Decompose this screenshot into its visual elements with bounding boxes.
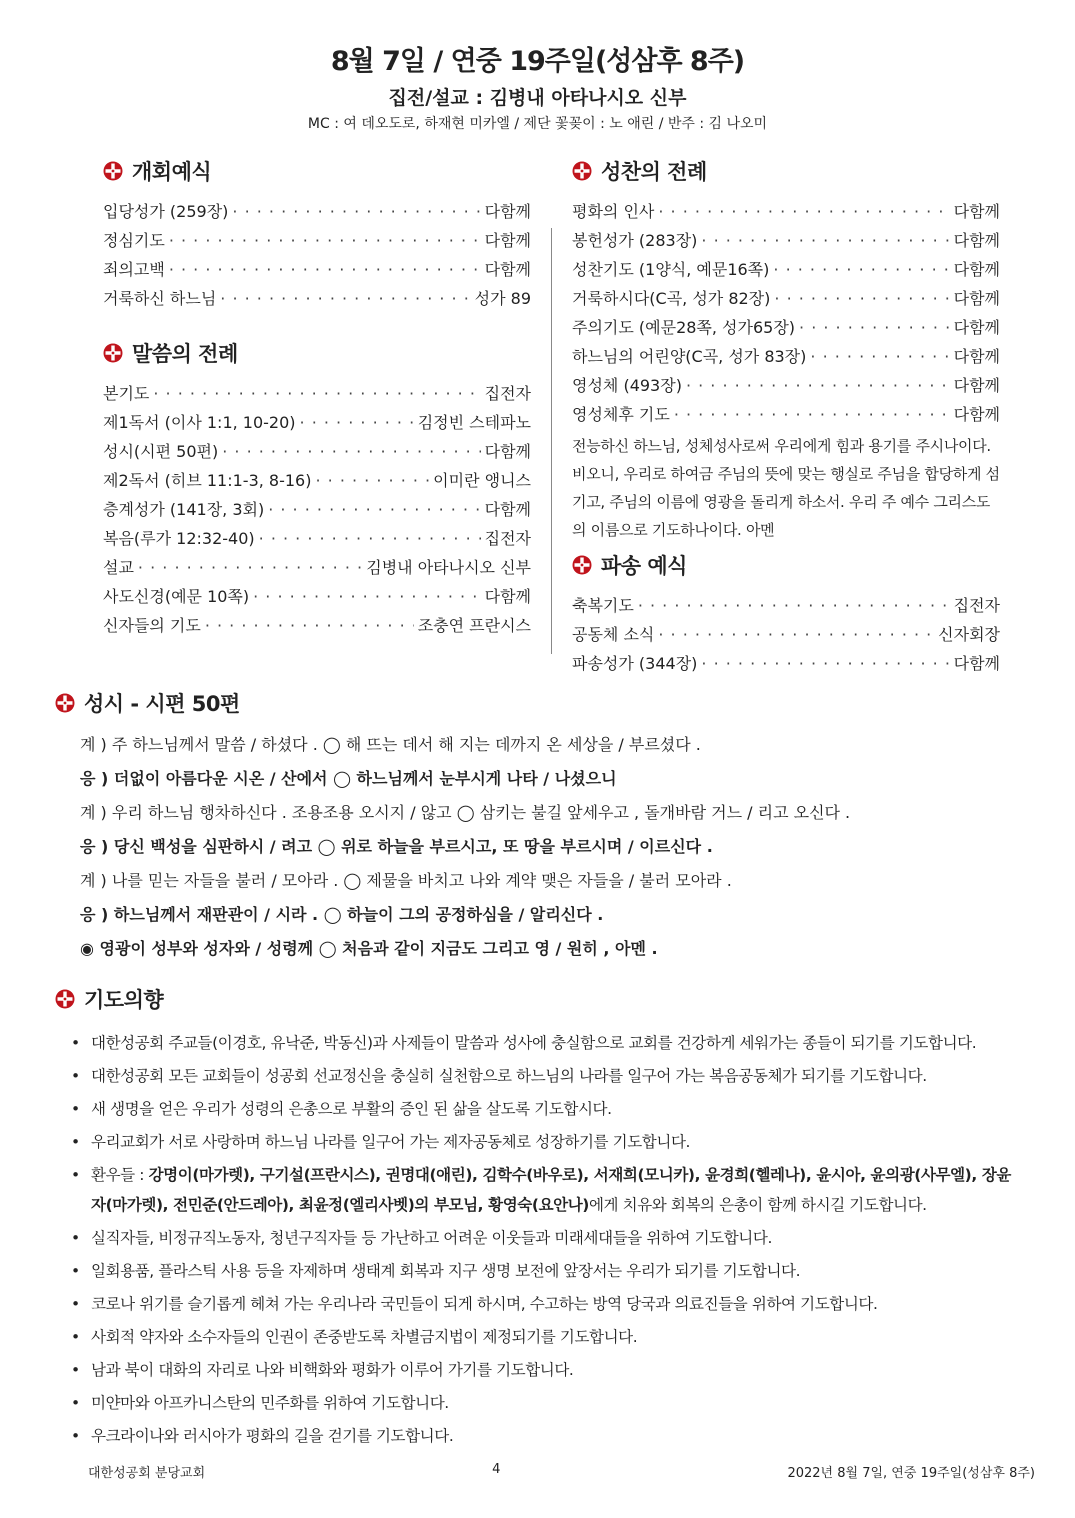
section-title: 성시 - 시편 50편 (84, 692, 240, 716)
cross-icon (55, 989, 75, 1009)
order-item (572, 281, 1000, 310)
leader-dots (153, 383, 480, 405)
order-item-leader: 다함께 (953, 347, 1000, 366)
order-item-name: 제2독서 (히브 11:1-3, 8-16) (103, 471, 312, 490)
order-item-name: 하느님의 어린양(C곡, 성가 83장) (572, 347, 807, 366)
leader-dots (638, 595, 950, 617)
bulletin-header (0, 44, 1075, 134)
section-title: 말씀의 전례 (132, 342, 238, 366)
order-item (572, 223, 1000, 252)
order-item (103, 579, 531, 608)
psalm-line: 계 ) 우리 하느님 행차하신다 . 조용조용 오시지 / 않고 ◯ 삼키는 불길 앞세우고 , 돌개바람 거느 / 리고 오신다 . (80, 803, 851, 822)
intention-item: • 우리교회가 서로 사랑하며 하느님 나라를 일구어 가는 제자공동체로 성장하기를 기도합니다. (55, 1125, 1015, 1158)
order-item (103, 434, 531, 463)
order-item (103, 608, 531, 637)
section-title: 파송 예식 (601, 554, 687, 578)
order-list (572, 588, 1000, 675)
order-item-leader: 성가 89 (474, 289, 531, 308)
sick-tail: 에게 치유와 회복의 은총이 함께 하시길 기도합니다. (588, 1195, 927, 1214)
intention-item: • 실직자들, 비정규직노동자, 청년구직자들 등 가난하고 어려운 이웃들과 미래세대들을 위하여 기도합니다. (55, 1221, 1015, 1254)
order-item (103, 376, 531, 405)
sick-lead: 환우들 : (91, 1165, 149, 1184)
liturgy-section (103, 338, 531, 637)
order-item-name: 영성체 (493장) (572, 376, 682, 395)
order-item-name: 성시(시편 50편) (103, 442, 219, 461)
leader-dots (222, 441, 480, 463)
order-item-leader: 이미란 앵니스 (433, 471, 531, 490)
order-item-leader: 집전자 (484, 529, 531, 548)
order-item (103, 252, 531, 281)
leader-dots (220, 288, 470, 310)
psalm-section (55, 688, 1015, 966)
psalm-line: ◉ 영광이 성부와 성자와 / 성령께 ◯ 처음과 같이 지금도 그리고 영 / 원히 , 아멘 . (80, 939, 658, 958)
order-item-name: 본기도 (103, 384, 150, 403)
intentions-heading (55, 984, 1015, 1014)
footer-date: 2022년 8월 7일, 연중 19주일(성삼후 8주) (787, 1466, 1035, 1481)
order-item-leader: 다함께 (953, 654, 1000, 673)
order-item-name: 입당성가 (259장) (103, 202, 229, 221)
order-item-leader: 다함께 (484, 500, 531, 519)
order-item-leader: 다함께 (953, 260, 1000, 279)
order-item-leader: 집전자 (484, 384, 531, 403)
order-item-name: 층계성가 (141장, 3회) (103, 500, 265, 519)
order-item (103, 463, 531, 492)
order-item-name: 죄의고백 (103, 260, 165, 279)
order-item (103, 550, 531, 579)
order-item-leader: 신자회장 (938, 625, 1000, 644)
order-item-name: 설교 (103, 558, 134, 577)
section-heading (103, 156, 531, 186)
leader-dots (658, 201, 949, 223)
order-item (103, 194, 531, 223)
order-item-leader: 다함께 (953, 231, 1000, 250)
celebrant-line: 집전/설교 : 김병내 아타나시오 신부 (388, 87, 687, 109)
order-item-leader: 조충연 프란시스 (417, 616, 531, 635)
intention-item: • 미얀마와 아프카니스탄의 민주화를 위하여 기도합니다. (55, 1386, 1015, 1419)
cross-icon (103, 161, 123, 181)
intention-item: • 대한성공회 주교들(이경호, 유낙준, 박동신)과 사제들이 말씀과 성사에 충실함으로 교회를 건강하게 세워가는 종들이 되기를 기도합니다. (55, 1026, 1015, 1059)
order-item (103, 281, 531, 310)
order-item-name: 영성체후 기도 (572, 405, 670, 424)
intention-item: • 코로나 위기를 슬기롭게 헤쳐 가는 우리나라 국민들이 되게 하시며, 수고하는 방역 당국과 의료진들을 위하여 기도합니다. (55, 1287, 1015, 1320)
order-item-name: 평화의 인사 (572, 202, 655, 221)
service-roles-line: MC : 여 데오도로, 하재현 미카엘 / 제단 꽃꽂이 : 노 애린 / 반주 : 김 나오미 (307, 116, 768, 132)
intention-item: • 사회적 약자와 소수자들의 인권이 존중받도록 차별금지법이 제정되기를 기도합니다. (55, 1320, 1015, 1353)
order-list (103, 194, 531, 310)
order-item-name: 주의기도 (예문28쪽, 성가65장) (572, 318, 796, 337)
intentions-list (55, 1026, 1015, 1452)
order-item-name: 성찬기도 (1양식, 예문16쪽) (572, 260, 770, 279)
order-item-name: 봉헌성가 (283장) (572, 231, 698, 250)
order-item-name: 복음(루가 12:32-40) (103, 529, 255, 548)
order-item (572, 397, 1000, 426)
order-list (103, 376, 531, 637)
footer-page-number: 4 (492, 1462, 501, 1477)
order-item (572, 194, 1000, 223)
order-item (572, 310, 1000, 339)
order-item-leader: 다함께 (484, 231, 531, 250)
order-item-name: 정심기도 (103, 231, 165, 250)
order-item-leader: 다함께 (953, 405, 1000, 424)
order-item-leader: 다함께 (953, 318, 1000, 337)
leader-dots (686, 375, 950, 397)
order-item-name: 제1독서 (이사 1:1, 10-20) (103, 413, 296, 432)
order-item-leader: 다함께 (484, 260, 531, 279)
eucharist-section (572, 156, 1000, 544)
leader-dots (674, 404, 950, 426)
leader-dots (138, 557, 362, 579)
order-list (572, 194, 1000, 426)
leader-dots (810, 346, 949, 368)
order-item (572, 588, 1000, 617)
section-heading (103, 338, 531, 368)
order-item-name: 사도신경(예문 10쪽) (103, 587, 250, 606)
order-item-name: 거룩하신 하느님 (103, 289, 217, 308)
order-item-name: 파송성가 (344장) (572, 654, 698, 673)
psalm-line: 응 ) 하느님께서 재판관이 / 시라 . ◯ 하늘이 그의 공정하심을 / 알리신다 . (80, 905, 604, 924)
order-item (103, 223, 531, 252)
leader-dots (774, 288, 949, 310)
intention-item: • 일회용품, 플라스틱 사용 등을 자제하며 생태계 회복과 지구 생명 보전에 앞장서는 우리가 되기를 기도합니다. (55, 1254, 1015, 1287)
order-item (572, 368, 1000, 397)
psalm-line: 응 ) 당신 백성을 심판하시 / 려고 ◯ 위로 하늘을 부르시고, 또 땅을 부르시며 / 이르신다 . (80, 837, 713, 856)
order-item-name: 공동체 소식 (572, 625, 655, 644)
order-item-leader: 다함께 (484, 442, 531, 461)
psalm-line: 응 ) 더없이 아름다운 시온 / 산에서 ◯ 하느님께서 눈부시게 나타 / 나셨으니 (80, 769, 617, 788)
psalm-heading (55, 688, 1015, 718)
cross-icon (55, 693, 75, 713)
right-column (572, 156, 1000, 675)
order-item (572, 339, 1000, 368)
order-item (572, 252, 1000, 281)
liturgy-section (103, 156, 531, 310)
section-title: 성찬의 전례 (601, 160, 707, 184)
page-footer (88, 1462, 1035, 1481)
cross-icon (572, 161, 592, 181)
cross-icon (572, 555, 592, 575)
post-communion-prayer: 전능하신 하느님, 성체성사로써 우리에게 힘과 용기를 주시나이다. 비오니, 우리로 하여금 주님의 뜻에 맞는 행실로 주님을 합당하게 섬기고, 주님의 이름에 영광을 돌리게 하소서. 우리 주 예수 그리스도의 이름으로 기도하나이다. 아멘 (572, 437, 1000, 539)
psalm-line: 계 ) 나를 믿는 자들을 불러 / 모아라 . ◯ 제물을 바치고 나와 계약 맺은 자들을 / 불러 모아라 . (80, 871, 732, 890)
intention-item: • 대한성공회 모든 교회들이 성공회 선교정신을 충실히 실천함으로 하느님의 나라를 일구어 가는 복음공동체가 되기를 기도합니다. (55, 1059, 1015, 1092)
order-item-leader: 김정빈 스테파노 (417, 413, 531, 432)
leader-dots (701, 230, 949, 252)
leader-dots (232, 201, 480, 223)
leader-dots (169, 259, 481, 281)
leader-dots (169, 230, 481, 252)
section-title: 기도의향 (84, 988, 164, 1012)
intention-item-sick (55, 1158, 1015, 1221)
order-item-leader: 김병내 아타나시오 신부 (366, 558, 531, 577)
order-item (572, 617, 1000, 646)
leader-dots (315, 470, 429, 492)
leader-dots (799, 317, 950, 339)
intention-item: • 남과 북이 대화의 자리로 나와 비핵화와 평화가 이루어 가기를 기도합니다. (55, 1353, 1015, 1386)
leader-dots (773, 259, 949, 281)
order-item-leader: 다함께 (953, 289, 1000, 308)
leader-dots (205, 615, 414, 637)
leader-dots (658, 624, 934, 646)
psalm-lines (55, 728, 1015, 966)
order-item (103, 405, 531, 434)
intention-item: • 새 생명을 얻은 우리가 성령의 은총으로 부활의 증인 된 삶을 살도록 기도합시다. (55, 1092, 1015, 1125)
section-heading (572, 156, 1000, 186)
order-item-name: 축복기도 (572, 596, 634, 615)
section-heading (572, 550, 1000, 580)
leader-dots (259, 528, 481, 550)
order-item (103, 492, 531, 521)
order-item (572, 646, 1000, 675)
intention-item: • 우크라이나와 러시아가 평화의 길을 걷기를 기도합니다. (55, 1419, 1015, 1452)
intentions-section (55, 984, 1015, 1452)
cross-icon (103, 343, 123, 363)
leader-dots (701, 653, 949, 675)
order-item-leader: 집전자 (953, 596, 1000, 615)
order-item-leader: 다함께 (484, 202, 531, 221)
order-item-leader: 다함께 (953, 202, 1000, 221)
order-item-leader: 다함께 (953, 376, 1000, 395)
section-title: 개회예식 (132, 160, 212, 184)
leader-dots (268, 499, 480, 521)
sick-names: 강명이(마가렛), 구기설(프란시스), 권명대(애린), 김학수(바우로), 서재희(모니카), 윤경희(헬레나), 윤시아, 윤의광(사무엘), 장윤자(마가렛), 전민준(안드레아), 최윤정(엘리사벳)의 부모님, 황영숙(요안나) (91, 1165, 1011, 1214)
left-column (103, 156, 531, 637)
order-item-name: 거룩하시다(C곡, 성가 82장) (572, 289, 771, 308)
order-item-leader: 다함께 (484, 587, 531, 606)
leader-dots (253, 586, 481, 608)
column-divider (551, 228, 552, 654)
dismissal-section (572, 550, 1000, 675)
leader-dots (300, 412, 414, 434)
order-item-name: 신자들의 기도 (103, 616, 201, 635)
order-item (103, 521, 531, 550)
psalm-line: 계 ) 주 하느님께서 말씀 / 하셨다 . ◯ 해 뜨는 데서 해 지는 데까지 온 세상을 / 부르셨다 . (80, 735, 701, 754)
footer-church: 대한성공회 분당교회 (88, 1466, 206, 1481)
page-title: 8월 7일 / 연중 19주일(성삼후 8주) (330, 46, 745, 77)
